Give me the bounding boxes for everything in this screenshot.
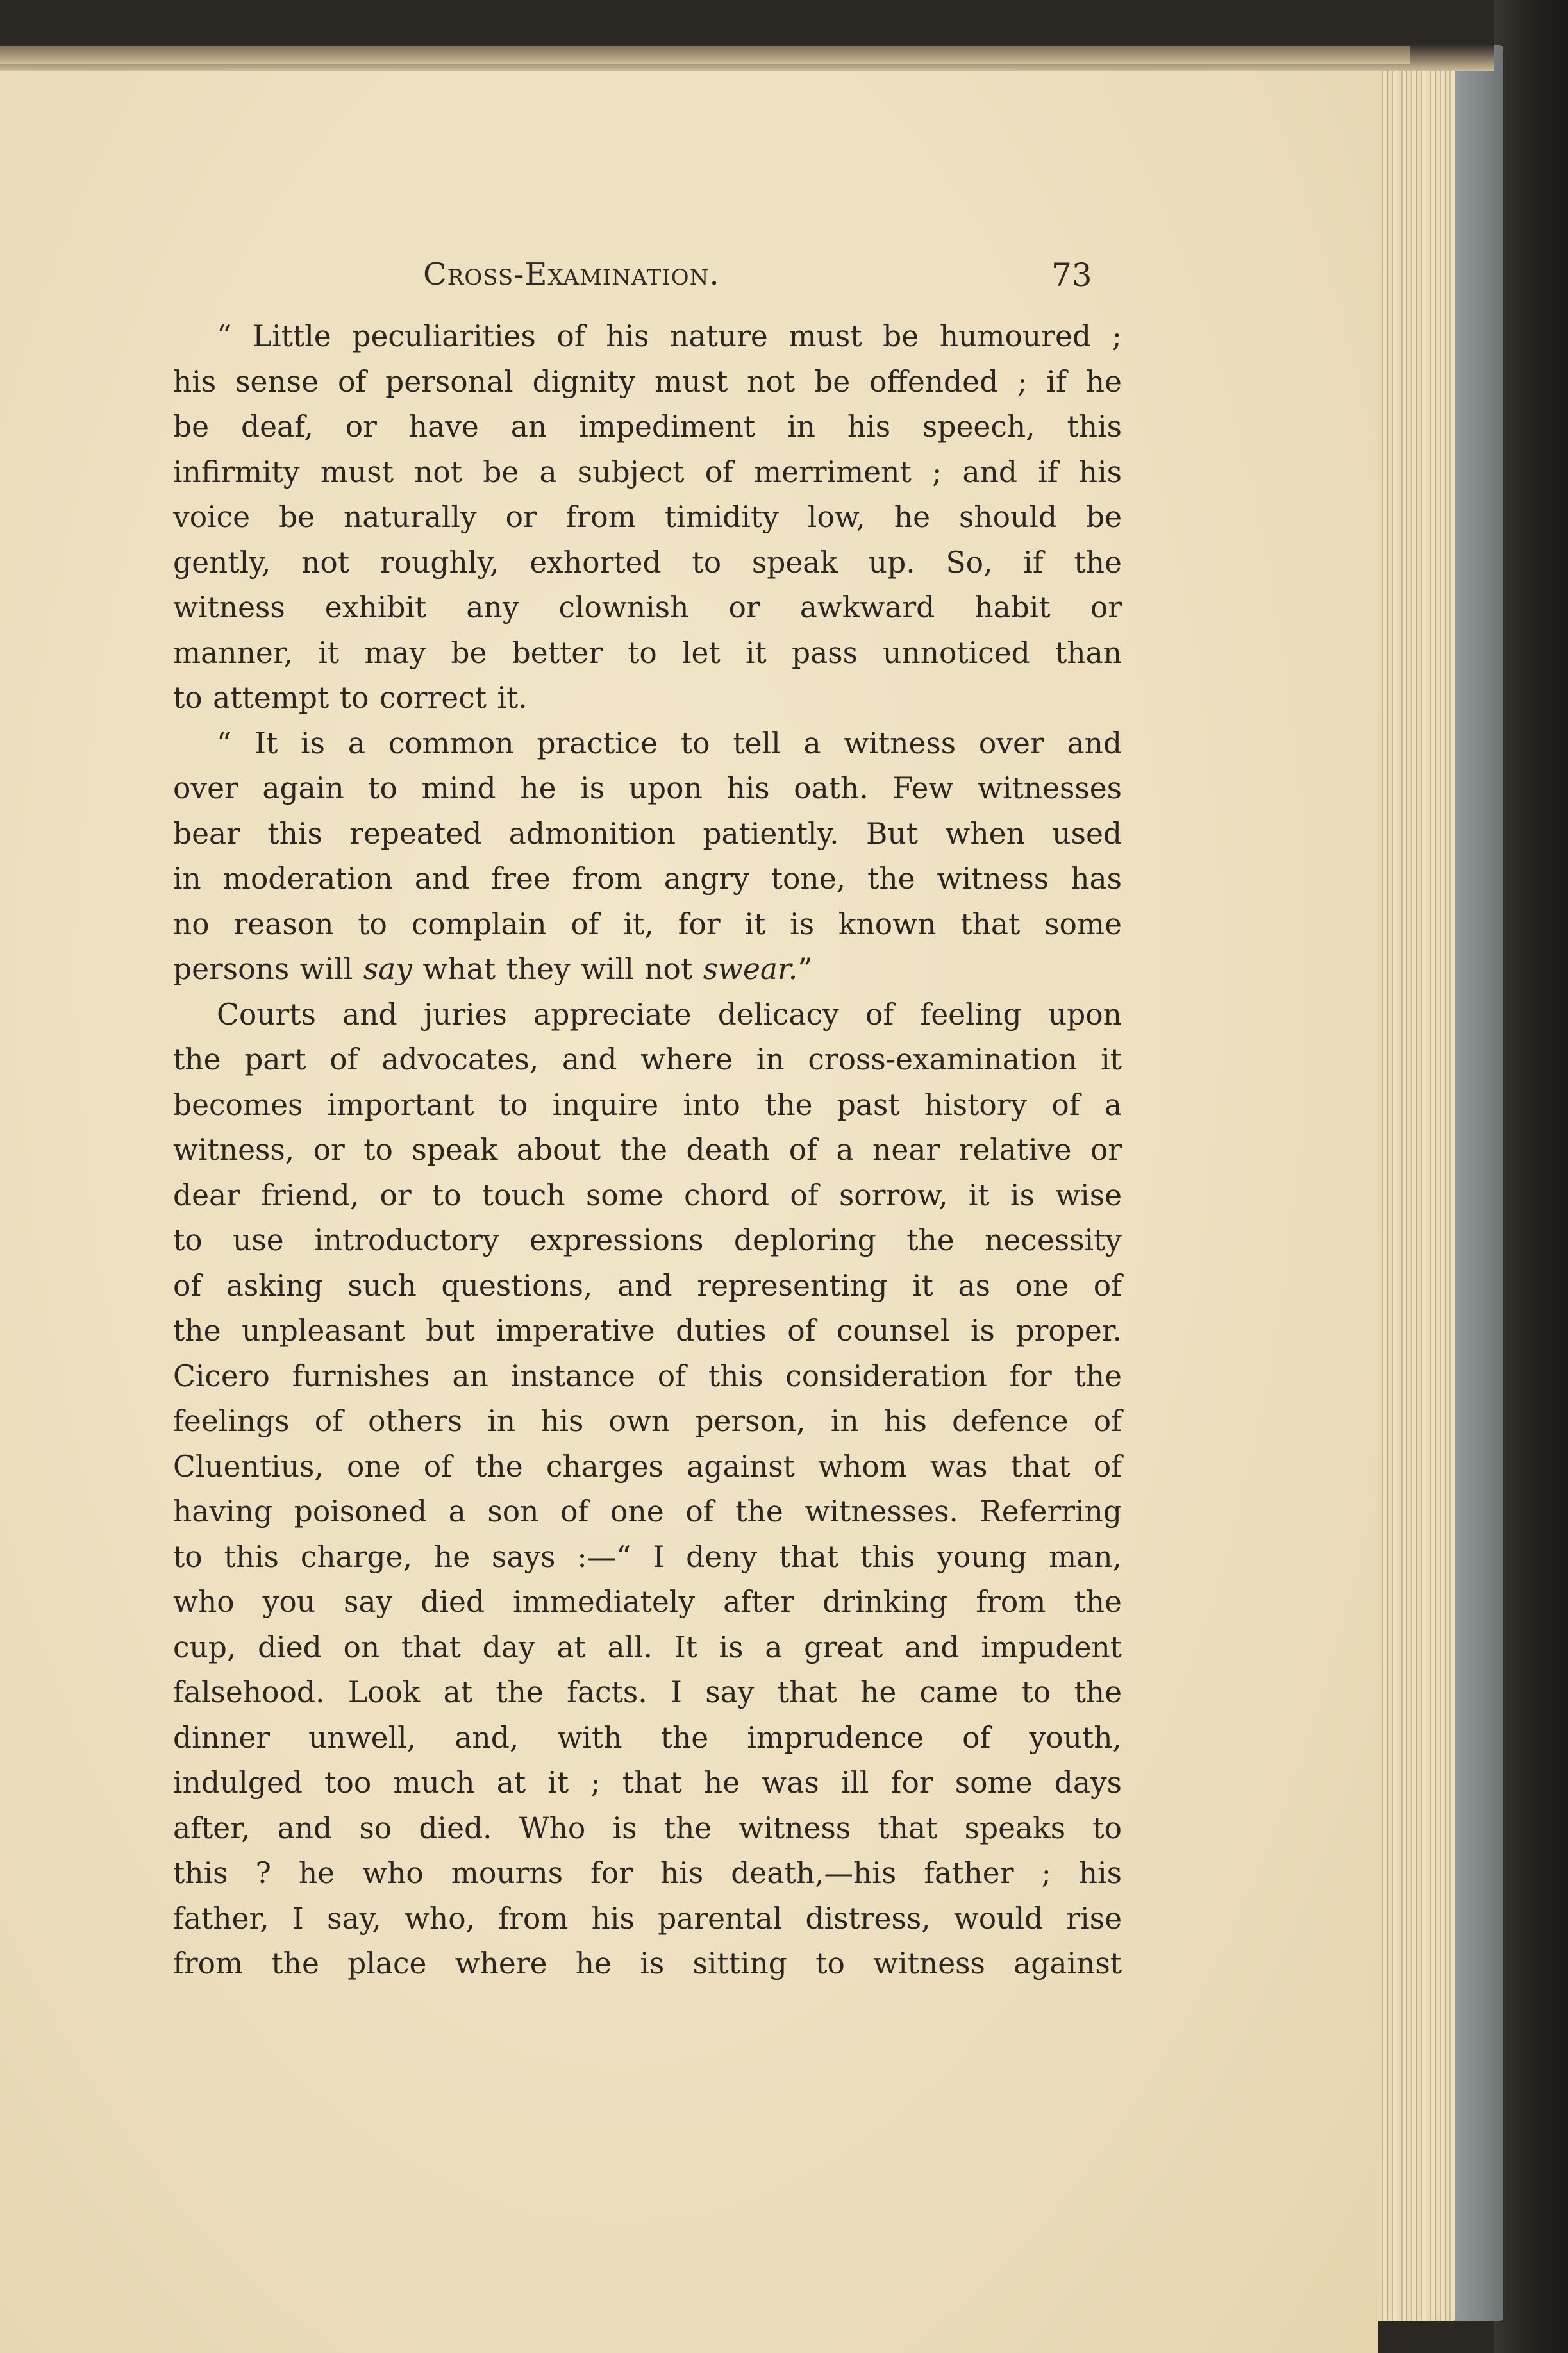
text-line: dear friend, or to touch some chord of sorrow, it is wise	[173, 1178, 1122, 1212]
text-line: bear this repeated admonition patiently. But when used	[173, 816, 1122, 851]
text-line: the part of advocates, and where in cross-examination it	[173, 1043, 1122, 1076]
text-line: voice be naturally or from timidity low, he should be	[173, 500, 1122, 534]
paragraph-2	[173, 721, 1122, 992]
text-line: Cluentius, one of the charges against whom was that of	[173, 1449, 1122, 1484]
text-line: infirmity must not be a subject of merriment ; and if his	[173, 455, 1122, 489]
page-content	[173, 256, 1122, 1987]
text-line: falsehood. Look at the facts. I say that he came to the	[173, 1675, 1122, 1709]
text-line: Courts and juries appreciate delicacy of feeling upon	[217, 997, 1122, 1032]
text-line: feelings of others in his own person, in his defence of	[173, 1404, 1122, 1438]
text-line: Cicero furnishes an instance of this consideration for the	[173, 1359, 1122, 1393]
text-line: dinner unwell, and, with the imprudence of youth,	[173, 1720, 1122, 1755]
text-line: indulged too much at it ; that he was ill for some days	[173, 1766, 1122, 1800]
book-cover-edge	[1494, 0, 1568, 2353]
text-line: manner, it may be better to let it pass unnoticed than	[173, 635, 1122, 670]
text-line: witness, or to speak about the death of a near relative or	[173, 1133, 1122, 1167]
text-line: in moderation and free from angry tone, the witness has	[173, 862, 1122, 896]
text-line: from the place where he is sitting to witness against	[173, 1947, 1122, 1980]
text-line: to attempt to correct it.	[173, 681, 528, 715]
text-line: after, and so died. Who is the witness that speaks to	[173, 1811, 1122, 1845]
running-head	[173, 256, 1122, 314]
emphasis-say: say	[363, 952, 412, 986]
text-line: cup, died on that day at all. It is a great and impudent	[173, 1630, 1122, 1664]
text-line: father, I say, who, from his parental distress, would rise	[173, 1901, 1122, 1936]
text-line: this ? he who mourns for his death,—his father ; his	[173, 1856, 1122, 1890]
emphasis-swear: swear.	[703, 952, 798, 986]
text-line: who you say died immediately after drinking from the	[173, 1585, 1122, 1619]
text-line: be deaf, or have an impediment in his speech, this	[173, 410, 1122, 444]
top-edge	[0, 46, 1410, 64]
text-line: to this charge, he says :—“ I deny that this young man,	[173, 1539, 1122, 1574]
text-line: the unpleasant but imperative duties of counsel is proper.	[173, 1314, 1122, 1348]
paragraph-1	[173, 314, 1122, 721]
text-line: of asking such questions, and representing it as one of	[173, 1268, 1122, 1303]
text-line-italic-mix	[173, 947, 1122, 992]
paragraph-3	[173, 992, 1122, 1987]
text-run: ”	[797, 952, 813, 986]
text-line: “ It is a common practice to tell a witness over and	[217, 726, 1122, 760]
text-run: persons will	[173, 952, 363, 986]
text-line: witness exhibit any clownish or awkward habit or	[173, 590, 1122, 624]
page-title: Cross-Examination.	[423, 256, 720, 292]
text-line: gently, not roughly, exhorted to speak up. So, if the	[173, 545, 1122, 580]
text-run: what they will not	[412, 952, 703, 986]
text-line: his sense of personal dignity must not be offended ; if he	[173, 364, 1122, 399]
text-line: no reason to complain of it, for it is known that some	[173, 907, 1122, 941]
text-line: to use introductory expressions deploring the necessity	[173, 1223, 1122, 1257]
text-line: “ Little peculiarities of his nature must be humoured ;	[217, 319, 1122, 353]
text-line: having poisoned a son of one of the witnesses. Referring	[173, 1495, 1122, 1528]
text-line: over again to mind he is upon his oath. Few witnesses	[173, 771, 1122, 805]
text-line: becomes important to inquire into the past history of a	[173, 1087, 1122, 1122]
page-number: 73	[1051, 256, 1092, 294]
